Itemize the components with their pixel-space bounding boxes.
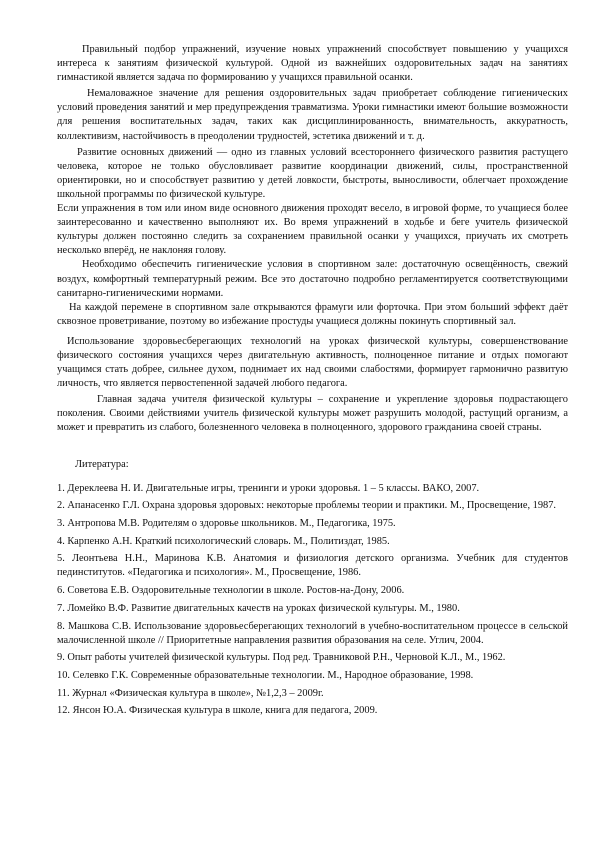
body-paragraph: Необходимо обеспечить гигиенические условия в спортивном зале: достаточную освещённость, свежий воздух, комфортный температурный режим. Все это достаточно подробно регламентируется соответствующими санитарно-гигиеническими нормами.	[57, 259, 568, 299]
reference-item: 6. Советова Е.В. Оздоровительные технологии в школе. Ростов-на-Дону, 2006.	[57, 585, 405, 597]
reference-item: 1. Дереклеева Н. И. Двигательные игры, тренинги и уроки здоровья. 1 – 5 классы. ВАКО, 2007.	[57, 482, 480, 494]
reference-item: 3. Антропова М.В. Родителям о здоровье школьников. М., Педагогика, 1975.	[57, 518, 396, 529]
reference-item: 8. Машкова С.В. Использование здоровьесберегающих технологий в учебно-воспитательном процессе в сельской малочисленной школе // Приоритетные направления развития образования на селе. Углич, 2004.	[57, 620, 568, 646]
reference-item: 5. Леонтьева Н.Н., Маринова К.В. Анатомия и физиология детского организма. Учебник для студентов пединститутов. «Педагогика и психология». М., Просвещение, 1986.	[57, 553, 568, 579]
body-paragraph: Использование здоровьесберегающих технологий на уроках физической культуры, совершенствование физического состояния учащихся через двигательную активность, полноценное питание и отдых помогают учащимся стать добрее, сильнее духом, поднимает их над своими слабостями, формирует гармонично развитую личность, что является первостепенной задачей любого педагога.	[57, 335, 568, 390]
reference-item: 12. Янсон Ю.А. Физическая культура в школе, книга для педагога, 2009.	[57, 705, 378, 717]
body-paragraph: Правильный подбор упражнений, изучение новых упражнений способствует повышению у учащихся интереса к занятиям физической культурой. Одной из важнейших оздоровительных задач на занятиях гимнастикой является задача по формированию у учащихся правильной осанки.	[57, 44, 568, 84]
body-paragraph: Главная задача учителя физической культуры – сохранение и укрепление здоровья подрастающего поколения. Своими действиями учитель физической культуры может разрушить молодой, растущий организм, а может и превратить из слабого, болезненного человека в полноценного, здорового гражданина своей страны.	[57, 394, 568, 434]
reference-item: 7. Ломейко В.Ф. Развитие двигательных качеств на уроках физической культуры. М., 1980.	[57, 602, 460, 614]
reference-list	[57, 482, 568, 719]
body-paragraph: Если упражнения в том или ином виде основного движения проходят весело, в игровой форме, то учащиеся более заинтересованно и качественно выполняют их. Во время упражнений в ходьбе и беге учитель физической культуры должен постоянно следить за сохранением правильной осанки у учащихся, приучать их смотреть несколько вперёд, не наклоняя голову.	[57, 203, 568, 257]
reference-item: 2. Апанасенко Г.Л. Охрана здоровья здоровых: некоторые проблемы теории и практики. М., Просвещение, 1987.	[57, 500, 557, 512]
literature-heading: Литература:	[75, 458, 129, 470]
reference-item: 9. Опыт работы учителей физической культуры. Под ред. Травниковой Р.Н., Черновой К.Л., М., 1962.	[57, 652, 506, 664]
body-paragraph: На каждой перемене в спортивном зале открываются фрамуги или форточка. При этом больший эффект даёт сквозное проветривание, поэтому во избежание простуды учащиеся должны покинуть спортивный зал.	[57, 301, 568, 327]
reference-item: 10. Селевко Г.К. Современные образовательные технологии. М., Народное образование, 1998.	[57, 670, 474, 681]
body-paragraph: Развитие основных движений — одно из главных условий всестороннего физического развития растущего человека, которое не только обусловливает развитие координации движений, силы, пространственной ориентировки, но и способствует развитию у детей ловкости, быстроты, выносливости, облегчает прохождение школьной программы по физической культуре.	[57, 146, 568, 200]
reference-item: 11. Журнал «Физическая культура в школе», №1,2,3 – 2009г.	[57, 687, 324, 699]
document-page	[57, 43, 568, 722]
body-paragraph: Немаловажное значение для решения оздоровительных задач приобретает соблюдение гигиенических условий проведения занятий и мер предупреждения травматизма. Уроки гимнастики имеют большие возможности для решения воспитательных задач, таких как дисциплинированность, внимательность, аккуратность, коллективизм, настойчивость в преодолении трудностей, эстетика движений и т. д.	[57, 88, 568, 142]
reference-item: 4. Карпенко А.Н. Краткий психологический словарь. М., Политиздат, 1985.	[57, 535, 390, 547]
